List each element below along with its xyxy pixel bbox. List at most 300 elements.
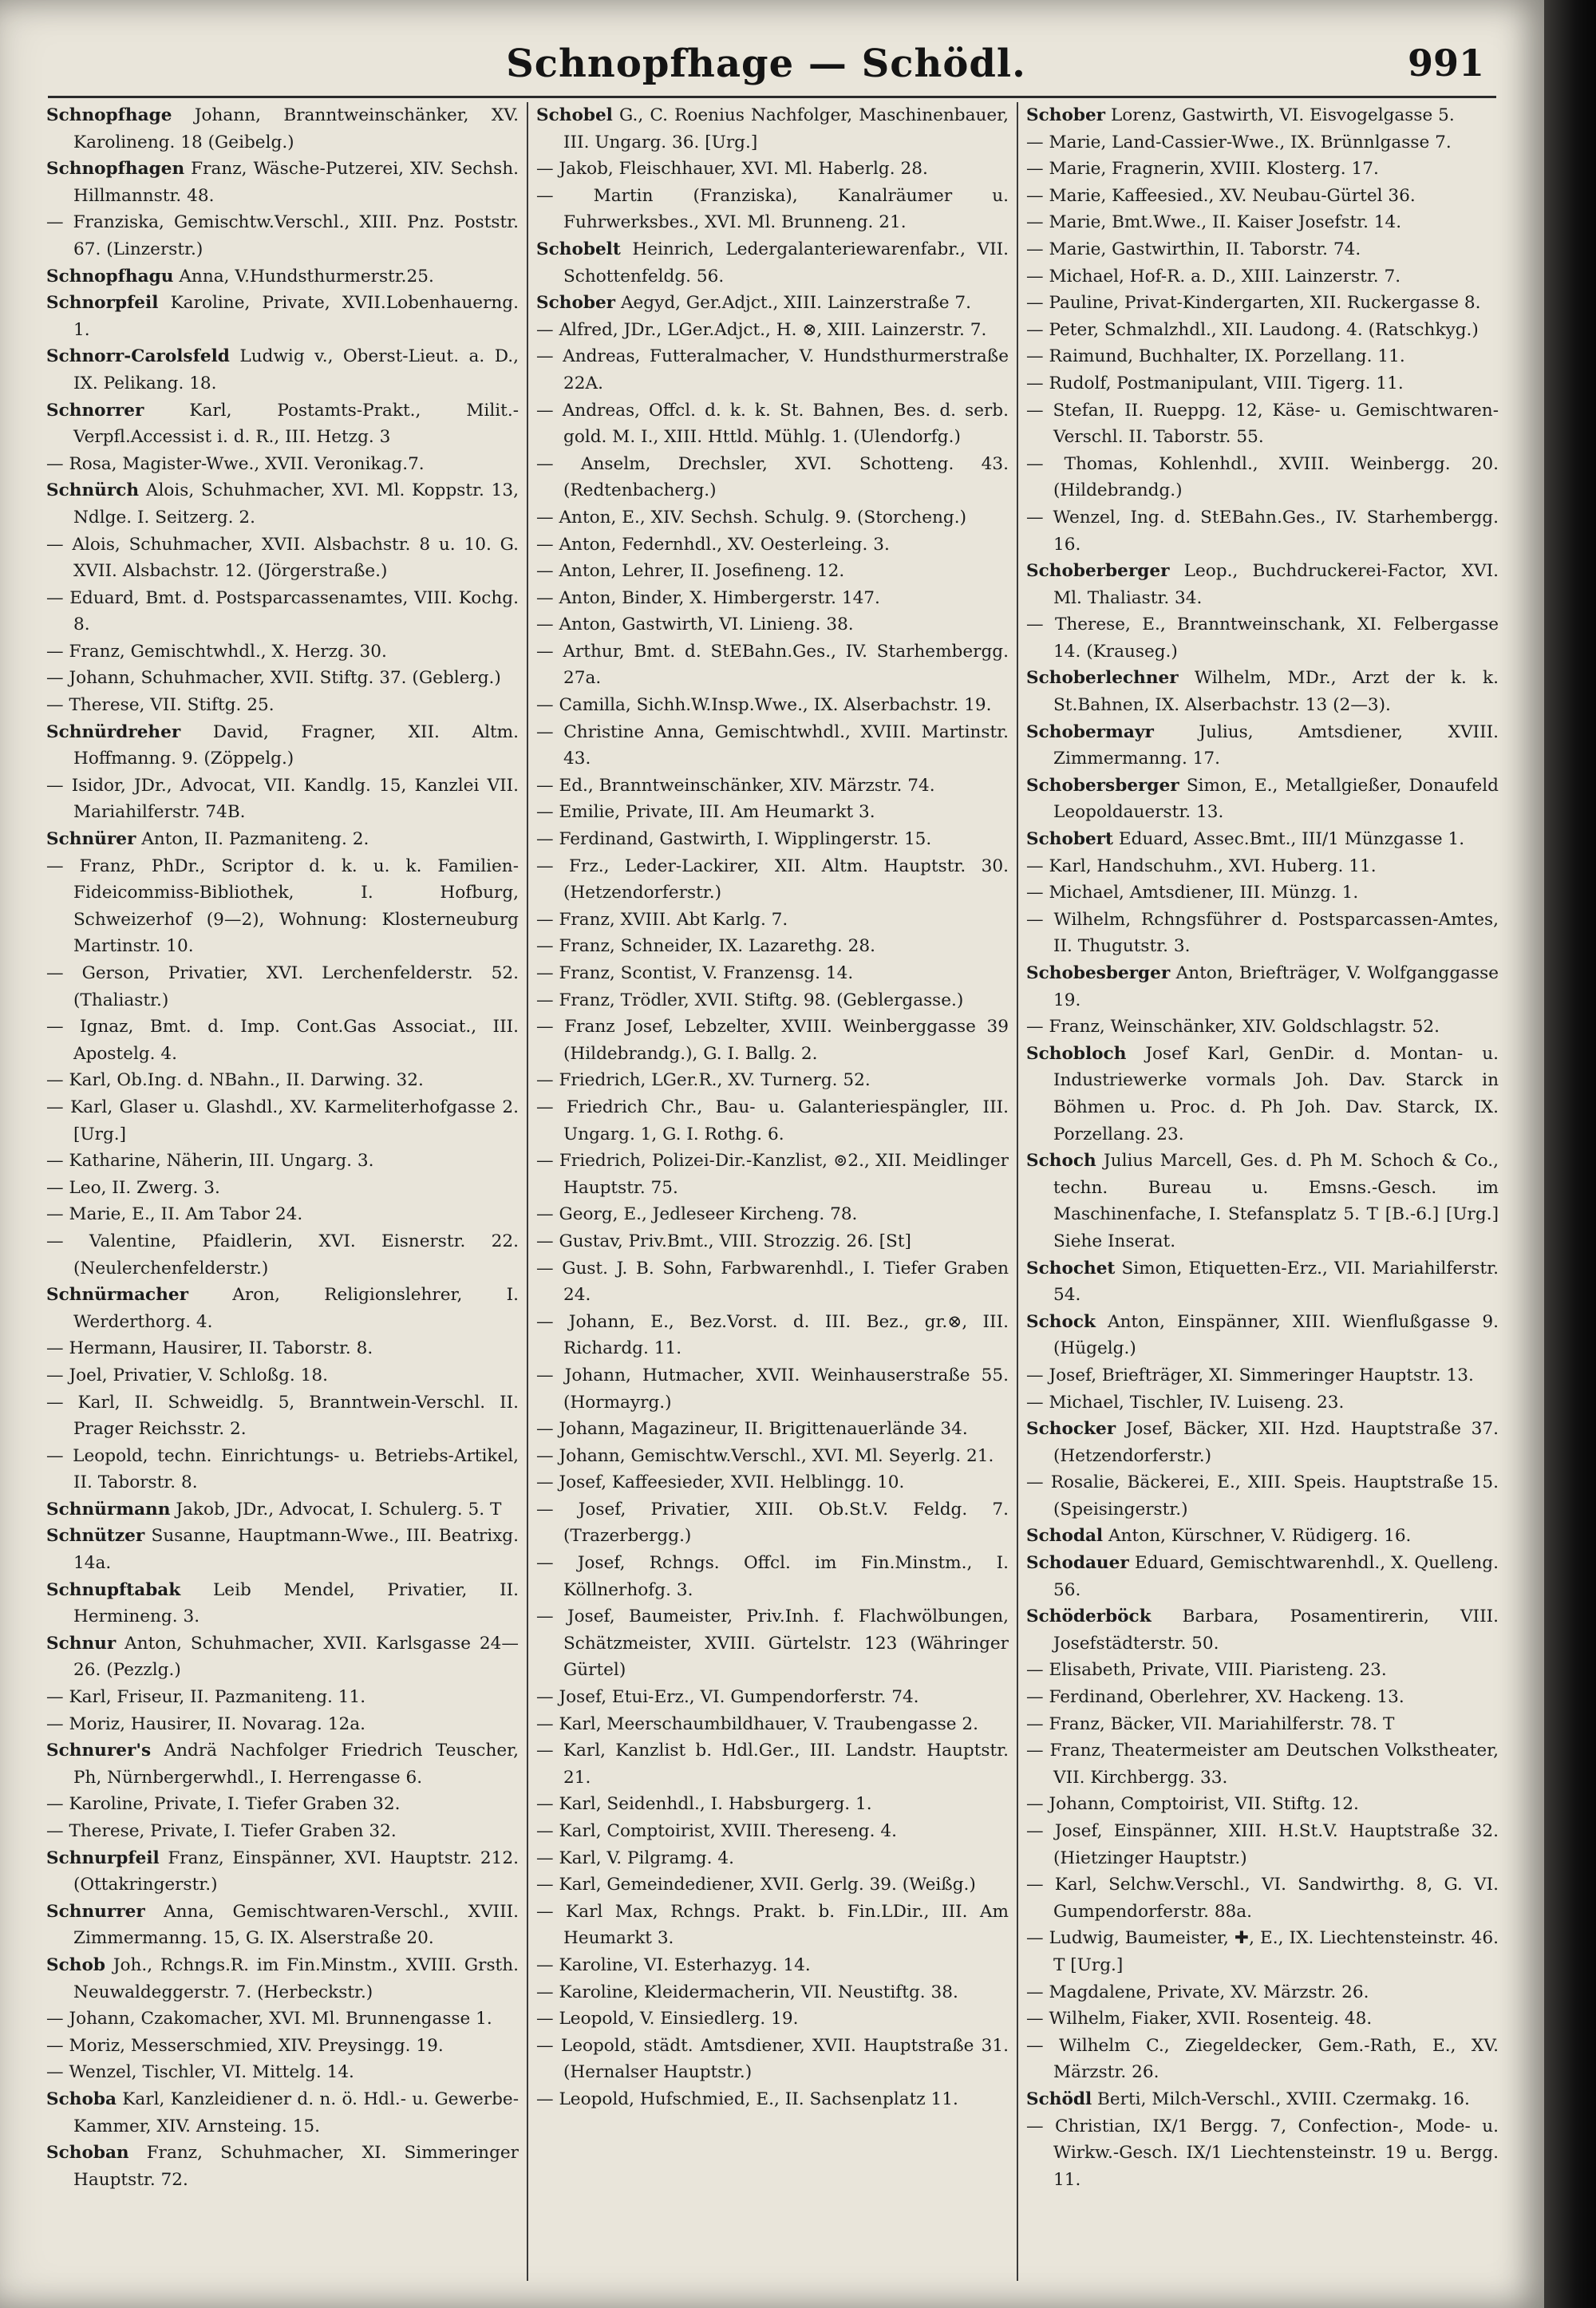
entry-details: — Leopold, Hufschmied, E., II. Sachsenplatz 11.: [536, 2089, 958, 2109]
entry-details: Simon, E., Metallgießer, Donaufeld Leopoldauerstr. 13.: [1053, 775, 1499, 823]
directory-entry: [536, 290, 1009, 317]
directory-entry: [1026, 343, 1499, 370]
entry-details: — Franz, XVIII. Abt Karlg. 7.: [536, 909, 788, 930]
entry-details: — Katharine, Näherin, III. Ungarg. 3.: [46, 1151, 374, 1172]
directory-entry: [46, 2033, 519, 2060]
directory-entry: [536, 1603, 1009, 1684]
directory-entry: [46, 719, 519, 773]
entry-details: — Franz, Theatermeister am Deutschen Volkstheater, VII. Kirchbergg. 33.: [1026, 1741, 1499, 1788]
entry-details: Simon, Etiquetten-Erz., VII. Mariahilferstr. 54.: [1053, 1258, 1499, 1306]
entry-details: — Anton, Binder, X. Himbergerstr. 147.: [536, 587, 880, 608]
entry-details: — Karl, V. Pilgramg. 4.: [536, 1848, 734, 1868]
entry-details: Aegyd, Ger.Adjct., XIII. Lainzerstraße 7.: [620, 293, 972, 314]
column-right: [1026, 102, 1499, 2289]
entry-surname: Schobersberger: [1026, 775, 1179, 796]
entry-details: — Christian, IX/1 Bergg. 7, Confection-, Mode- u. Wirkw.-Gesch. IX/1 Liechtensteinstr. 19 u. Bergg. 11.: [1026, 2116, 1499, 2190]
entry-details: — Friedrich Chr., Bau- u. Galanteriespängler, III. Ungarg. 1, G. I. Rothg. 6.: [536, 1097, 1009, 1144]
directory-entry: [536, 853, 1009, 907]
entry-details: — Moriz, Messerschmied, XIV. Preysingg. 19.: [46, 2035, 444, 2056]
entry-details: — Karoline, Kleidermacherin, VII. Neustiftg. 38.: [536, 1982, 958, 2002]
directory-entry: [1026, 1469, 1499, 1523]
directory-entry: [1026, 263, 1499, 290]
column-divider: [527, 102, 528, 2281]
directory-entry: [46, 451, 519, 478]
directory-entry: [536, 1550, 1009, 1603]
running-title: Schnopfhage — Schödl.: [506, 41, 1026, 86]
directory-entry: [46, 477, 519, 531]
directory-entry: [536, 960, 1009, 987]
entry-details: — Camilla, Sichh.W.Insp.Wwe., IX. Alserbachstr. 19.: [536, 695, 992, 716]
directory-entry: [1026, 1389, 1499, 1417]
directory-entry: [46, 1523, 519, 1576]
directory-entry: [46, 1443, 519, 1496]
entry-details: — Johann, Gemischtw.Verschl., XVI. Ml. Seyerlg. 21.: [536, 1445, 994, 1466]
directory-entry: [1026, 1255, 1499, 1309]
entry-surname: Schnopfhage: [46, 105, 172, 125]
entry-details: Franz, Wäsche-Putzerei, XIV. Sechsh. Hillmannstr. 48.: [73, 159, 519, 206]
directory-entry: [46, 2059, 519, 2086]
entry-details: — Franz, Gemischtwhdl., X. Herzg. 30.: [46, 641, 387, 662]
entry-details: — Rudolf, Postmanipulant, VIII. Tigerg. 11.: [1026, 373, 1404, 393]
directory-entry: [536, 1228, 1009, 1255]
directory-entry: [1026, 129, 1499, 156]
entry-details: — Andreas, Futteralmacher, V. Hundsthurmerstraße 22A.: [536, 346, 1009, 393]
entry-details: Ludwig v., Oberst-Lieut. a. D., IX. Pelikang. 18.: [73, 346, 519, 393]
directory-entry: [1026, 1523, 1499, 1550]
entry-surname: Schnürmann: [46, 1499, 171, 1520]
entry-details: — Franz, Weinschänker, XIV. Goldschlagstr. 52.: [1026, 1017, 1440, 1037]
directory-entry: [46, 2006, 519, 2033]
directory-entry: [46, 960, 519, 1014]
directory-entry: [1026, 1737, 1499, 1791]
entry-details: — Georg, E., Jedleseer Kircheng. 78.: [536, 1204, 858, 1225]
directory-entry: [536, 799, 1009, 826]
directory-entry: [46, 1335, 519, 1362]
entry-details: Heinrich, Ledergalanteriewarenfabr., VII. Schottenfeldg. 56.: [563, 239, 1009, 287]
directory-entry: [46, 1201, 519, 1228]
directory-entry: [1026, 1925, 1499, 1978]
directory-entry: [536, 558, 1009, 585]
entry-details: — Andreas, Offcl. d. k. k. St. Bahnen, Bes. d. serb. gold. M. I., XIII. Httld. Mühlg. 1. (Ulendorfg.): [536, 400, 1009, 448]
directory-entry: [536, 183, 1009, 236]
entry-surname: Schöderböck: [1026, 1607, 1152, 1627]
directory-entry: [1026, 1791, 1499, 1818]
entry-surname: Schobermayr: [1026, 721, 1154, 742]
entry-details: — Anton, Lehrer, II. Josefineng. 12.: [536, 561, 845, 582]
entry-details: Lorenz, Gastwirth, VI. Eisvogelgasse 5.: [1110, 105, 1455, 125]
entry-details: Alois, Schuhmacher, XVI. Ml. Koppstr. 13, Ndlge. I. Seitzerg. 2.: [73, 480, 519, 528]
entry-details: — Franz Josef, Lebzelter, XVIII. Weinberggasse 39 (Hildebrandg.), G. I. Ballg. 2.: [536, 1017, 1009, 1064]
entry-details: Barbara, Posamentirerin, VIII. Josefstädterstr. 50.: [1053, 1607, 1499, 1654]
entry-details: Anton, Briefträger, V. Wolfganggasse 19.: [1053, 963, 1499, 1010]
entry-details: — Karl, Glaser u. Glashdl., XV. Karmeliterhofgasse 2. [Urg.]: [46, 1097, 519, 1144]
directory-entry: [1026, 1550, 1499, 1603]
entry-details: — Marie, E., II. Am Tabor 24.: [46, 1204, 303, 1225]
entry-surname: Schnurer's: [46, 1741, 152, 1761]
directory-entry: [1026, 1603, 1499, 1657]
entry-details: Anton, Einspänner, XIII. Wienflußgasse 9. (Hügelg.): [1053, 1311, 1499, 1359]
entry-details: — Karl, Comptoirist, XVIII. Thereseng. 4.: [536, 1821, 897, 1841]
directory-entry: [1026, 2006, 1499, 2033]
entry-surname: Schnürer: [46, 829, 136, 850]
entry-details: — Alois, Schuhmacher, XVII. Alsbachstr. 8 u. 10. G. XVII. Alsbachstr. 12. (Jörgerstraße.): [46, 534, 519, 582]
directory-entry: [1026, 451, 1499, 504]
directory-entry: [1026, 102, 1499, 129]
entry-surname: Schobel: [536, 105, 613, 125]
column-divider: [1017, 102, 1018, 2281]
directory-entry: [536, 692, 1009, 719]
entry-details: — Johann, Hutmacher, XVII. Weinhauserstraße 55. (Hormayrg.): [536, 1365, 1009, 1413]
entry-details: Aron, Religionslehrer, I. Werderthorg. 4.: [73, 1285, 519, 1332]
directory-entry: [536, 1791, 1009, 1818]
directory-entry: [1026, 1871, 1499, 1925]
directory-entry: [536, 1362, 1009, 1416]
directory-entry: [1026, 370, 1499, 397]
directory-entry: [46, 638, 519, 666]
entry-details: — Leopold, städt. Amtsdiener, XVII. Hauptstraße 31. (Hernalser Hauptstr.): [536, 2035, 1009, 2083]
directory-entry: [536, 317, 1009, 344]
entry-surname: Schoch: [1026, 1151, 1096, 1172]
entry-details: Franz, Einspänner, XVI. Hauptstr. 212. (Ottakringerstr.): [73, 1848, 519, 1895]
directory-entry: [536, 987, 1009, 1014]
entry-details: — Wilhelm, Fiaker, XVII. Rosenteig. 48.: [1026, 2009, 1373, 2029]
entry-details: — Martin (Franziska), Kanalräumer u. Fuhrwerksbes., XVI. Ml. Brunneng. 21.: [536, 185, 1009, 233]
directory-entry: [46, 1496, 519, 1524]
entry-details: Eduard, Gemischtwarenhdl., X. Quelleng. 56.: [1053, 1553, 1499, 1600]
page-number: 991: [1407, 41, 1484, 85]
entry-surname: Schnupftabak: [46, 1579, 181, 1600]
directory-entry: [1026, 1041, 1499, 1148]
directory-entry: [536, 1496, 1009, 1550]
entry-details: — Gustav, Priv.Bmt., VIII. Strozzig. 26. [St]: [536, 1231, 911, 1251]
entry-details: — Josef, Privatier, XIII. Ob.St.V. Feldg. 7. (Trazerbergg.): [536, 1499, 1009, 1547]
entry-details: — Anton, Federnhdl., XV. Oesterleing. 3.: [536, 534, 890, 555]
entry-details: Anton, II. Pazmaniteng. 2.: [141, 829, 369, 850]
directory-entry: [46, 585, 519, 638]
entry-details: Leib Mendel, Privatier, II. Hermineng. 3.: [73, 1579, 519, 1627]
directory-entry: [46, 773, 519, 826]
entry-details: — Franz, Schneider, IX. Lazarethg. 28.: [536, 936, 875, 957]
directory-entry: [536, 638, 1009, 692]
entry-details: — Arthur, Bmt. d. StEBahn.Ges., IV. Starhembergg. 27a.: [536, 641, 1009, 689]
entry-details: — Karl Max, Rchngs. Prakt. b. Fin.LDir., III. Am Heumarkt 3.: [536, 1901, 1009, 1949]
entry-details: Karoline, Private, XVII.Lobenhauerng. 1.: [73, 293, 519, 340]
entry-surname: Schnurrer: [46, 1901, 145, 1922]
entry-details: — Johann, Schuhmacher, XVII. Stiftg. 37. (Geblerg.): [46, 668, 501, 689]
entry-details: Leop., Buchdruckerei-Factor, XVI. Ml. Thaliastr. 34.: [1053, 561, 1499, 608]
entry-details: — Wenzel, Tischler, VI. Mittelg. 14.: [46, 2062, 354, 2083]
directory-entry: [46, 532, 519, 585]
directory-entry: [46, 156, 519, 209]
entry-details: — Elisabeth, Private, VIII. Piaristeng. 23.: [1026, 1660, 1387, 1681]
entry-surname: Schobelt: [536, 239, 621, 259]
directory-entry: [536, 451, 1009, 504]
entry-details: — Karl, Gemeindediener, XVII. Gerlg. 39. (Weißg.): [536, 1875, 976, 1895]
entry-details: — Ignaz, Bmt. d. Imp. Cont.Gas Associat., III. Apostelg. 4.: [46, 1017, 519, 1064]
directory-entry: [536, 532, 1009, 559]
entry-surname: Schodal: [1026, 1526, 1104, 1547]
entry-details: — Karl, Handschuhm., XVI. Huberg. 11.: [1026, 856, 1377, 876]
entry-details: — Alfred, JDr., LGer.Adjct., H. ⊗, XIII. Lainzerstr. 7.: [536, 319, 987, 340]
directory-entry: [1026, 2086, 1499, 2113]
entry-details: — Wilhelm, Rchngsführer d. Postsparcassen-Amtes, II. Thugutstr. 3.: [1026, 909, 1499, 957]
directory-entry: [46, 1818, 519, 1845]
directory-entry: [536, 1711, 1009, 1738]
directory-entry: [46, 1175, 519, 1202]
entry-details: — Isidor, JDr., Advocat, VII. Kandlg. 15, Kanzlei VII. Mariahilferstr. 74B.: [46, 775, 519, 823]
directory-entry: [46, 1737, 519, 1791]
directory-entry: [536, 102, 1009, 156]
entry-details: — Gerson, Privatier, XVI. Lerchenfelderstr. 52. (Thaliastr.): [46, 963, 519, 1010]
directory-entry: [1026, 2033, 1499, 2086]
entry-details: Karl, Kanzleidiener d. n. ö. Hdl.- u. Gewerbe-Kammer, XIV. Arnsteing. 15.: [73, 2089, 519, 2136]
entry-details: — Karl, Selchw.Verschl., VI. Sandwirthg. 8, G. VI. Gumpendorferstr. 88a.: [1026, 1875, 1499, 1922]
entry-details: Eduard, Assec.Bmt., III/1 Münzgasse 1.: [1118, 829, 1465, 850]
directory-entry: [536, 1443, 1009, 1470]
directory-entry: [1026, 665, 1499, 718]
directory-entry: [46, 826, 519, 853]
directory-entry: [46, 1711, 519, 1738]
entry-surname: Schodauer: [1026, 1553, 1129, 1574]
directory-entry: [46, 1952, 519, 2006]
directory-entry: [536, 1899, 1009, 1952]
entry-surname: Schnurpfeil: [46, 1848, 160, 1868]
entry-details: — Friedrich, LGer.R., XV. Turnerg. 52.: [536, 1070, 871, 1091]
entry-details: — Therese, E., Branntweinschank, XI. Felbergasse 14. (Krauseg.): [1026, 615, 1499, 662]
entry-details: — Hermann, Hausirer, II. Taborstr. 8.: [46, 1338, 373, 1359]
entry-details: — Therese, VII. Stiftg. 25.: [46, 695, 275, 716]
entry-surname: Schnorr-Carolsfeld: [46, 346, 230, 367]
directory-entry: [536, 1684, 1009, 1711]
entry-details: — Ferdinand, Gastwirth, I. Wipplingerstr. 15.: [536, 829, 932, 850]
entry-surname: Schnützer: [46, 1526, 145, 1547]
entry-surname: Schober: [1026, 105, 1106, 125]
entry-details: Berti, Milch-Verschl., XVIII. Czermakg. 16.: [1097, 2089, 1470, 2109]
entry-surname: Schoberlechner: [1026, 668, 1179, 689]
directory-entry: [536, 504, 1009, 532]
entry-details: — Michael, Hof-R. a. D., XIII. Lainzerstr. 7.: [1026, 266, 1401, 287]
entry-details: Andrä Nachfolger Friedrich Teuscher, Ph, Nürnbergerwhdl., I. Herrengasse 6.: [73, 1741, 519, 1788]
entry-surname: Schnürch: [46, 480, 140, 501]
entry-details: — Josef, Briefträger, XI. Simmeringer Hauptstr. 13.: [1026, 1365, 1474, 1385]
entry-details: Anton, Schuhmacher, XVII. Karlsgasse 24—26. (Pezzlg.): [73, 1633, 519, 1681]
entry-details: — Anton, Gastwirth, VI. Linieng. 38.: [536, 615, 854, 635]
entry-details: — Christine Anna, Gemischtwhdl., XVIII. Martinstr. 43.: [536, 721, 1009, 769]
book-gutter-edge: [1544, 0, 1596, 2308]
directory-entry: [46, 1228, 519, 1282]
entry-details: Johann, Branntweinschänker, XV. Karolineng. 18 (Geibelg.): [73, 105, 519, 152]
entry-surname: Schobesberger: [1026, 963, 1171, 983]
entry-surname: Schnorrer: [46, 400, 144, 421]
entry-surname: Schoberberger: [1026, 561, 1170, 582]
entry-details: — Rosalie, Bäckerei, E., XIII. Speis. Hauptstraße 15. (Speisingerstr.): [1026, 1472, 1499, 1520]
directory-entry: [536, 1094, 1009, 1148]
entry-surname: Schoban: [46, 2143, 129, 2164]
entry-details: — Magdalene, Private, XV. Märzstr. 26.: [1026, 1982, 1369, 2002]
directory-entry: [536, 236, 1009, 290]
directory-entry: [1026, 960, 1499, 1014]
entry-details: Franz, Schuhmacher, XI. Simmeringer Hauptstr. 72.: [73, 2143, 519, 2190]
entry-details: Susanne, Hauptmann-Wwe., III. Beatrixg. 14a.: [73, 1526, 519, 1574]
directory-entry: [536, 1469, 1009, 1496]
entry-surname: Schnürdreher: [46, 721, 181, 742]
entry-surname: Schob: [46, 1954, 105, 1975]
entry-details: — Leo, II. Zwerg. 3.: [46, 1177, 220, 1198]
entry-details: — Marie, Fragnerin, XVIII. Klosterg. 17.: [1026, 159, 1379, 180]
entry-details: — Joel, Privatier, V. Schloßg. 18.: [46, 1365, 328, 1385]
column-middle: [536, 102, 1009, 2289]
entry-details: — Franz, Bäcker, VII. Mariahilferstr. 78. T: [1026, 1713, 1395, 1734]
entry-details: — Pauline, Privat-Kindergarten, XII. Ruckergasse 8.: [1026, 293, 1481, 314]
entry-details: — Eduard, Bmt. d. Postsparcassenamtes, VIII. Kochg. 8.: [46, 587, 519, 635]
directory-entry: [536, 1952, 1009, 1979]
directory-entry: [1026, 1014, 1499, 1041]
entry-details: — Therese, Private, I. Tiefer Graben 32.: [46, 1821, 397, 1841]
entry-surname: Schnorpfeil: [46, 293, 159, 314]
entry-details: Julius, Amtsdiener, XVIII. Zimmermanng. 17.: [1053, 721, 1499, 769]
entry-surname: Schnürmacher: [46, 1285, 189, 1306]
directory-entry: [46, 853, 519, 960]
entry-details: David, Fragner, XII. Altm. Hoffmanng. 9. (Zöppelg.): [73, 721, 519, 769]
columns-container: [46, 102, 1499, 2289]
entry-details: — Franz, PhDr., Scriptor d. k. u. k. Familien-Fideicommiss-Bibliothek, I. Hofburg, Schweizerhof (9—2), Wohnung: Klosterneuburg Martinstr. 10.: [46, 856, 519, 957]
entry-details: — Josef, Rchngs. Offcl. im Fin.Minstm., I. Köllnerhofg. 3.: [536, 1553, 1009, 1600]
directory-entry: [536, 1818, 1009, 1845]
directory-entry: [536, 1067, 1009, 1094]
entry-details: Josef, Bäcker, XII. Hzd. Hauptstraße 37. (Hetzendorferstr.): [1053, 1419, 1499, 1466]
directory-entry: [46, 2140, 519, 2193]
directory-entry: [536, 156, 1009, 183]
entry-details: — Ludwig, Baumeister, ✚, E., IX. Liechtensteinstr. 46. T [Urg.]: [1026, 1928, 1499, 1975]
directory-entry: [46, 290, 519, 343]
entry-surname: Schocker: [1026, 1419, 1116, 1440]
directory-entry: [536, 1309, 1009, 1362]
directory-entry: [46, 1362, 519, 1389]
directory-entry: [46, 1899, 519, 1952]
entry-details: Anton, Kürschner, V. Rüdigerg. 16.: [1108, 1526, 1412, 1547]
directory-entry: [1026, 773, 1499, 826]
directory-entry: [1026, 1148, 1499, 1255]
entry-surname: Schoba: [46, 2089, 117, 2109]
entry-surname: Schobert: [1026, 829, 1114, 850]
entry-details: — Marie, Land-Cassier-Wwe., IX. Brünnlgasse 7.: [1026, 132, 1452, 152]
directory-entry: [1026, 1416, 1499, 1469]
directory-entry: [536, 826, 1009, 853]
entry-details: — Ed., Branntweinschänker, XIV. Märzstr. 74.: [536, 775, 935, 796]
directory-entry: [46, 1067, 519, 1094]
entry-details: — Karl, Friseur, II. Pazmaniteng. 11.: [46, 1687, 366, 1708]
entry-details: — Valentine, Pfaidlerin, XVI. Eisnerstr. 22. (Neulerchenfelderstr.): [46, 1231, 519, 1278]
directory-entry: [1026, 504, 1499, 558]
entry-details: — Johann, Czakomacher, XVI. Ml. Brunnengasse 1.: [46, 2009, 492, 2029]
directory-entry: [46, 665, 519, 692]
directory-entry: [1026, 209, 1499, 236]
entry-details: Jakob, JDr., Advocat, I. Schulerg. 5. T: [176, 1499, 502, 1520]
entry-details: — Frz., Leder-Lackirer, XII. Altm. Hauptstr. 30. (Hetzendorferstr.): [536, 856, 1009, 903]
directory-entry: [46, 1094, 519, 1148]
entry-details: — Franziska, Gemischtw.Verschl., XIII. Pnz. Poststr. 67. (Linzerstr.): [46, 212, 519, 259]
directory-entry: [1026, 1979, 1499, 2006]
entry-details: — Karl, Kanzlist b. Hdl.Ger., III. Landstr. Hauptstr. 21.: [536, 1741, 1009, 1788]
directory-entry: [536, 907, 1009, 934]
directory-entry: [46, 1791, 519, 1818]
column-left: [46, 102, 519, 2289]
entry-surname: Schödl: [1026, 2089, 1092, 2109]
entry-details: — Michael, Tischler, IV. Luiseng. 23.: [1026, 1392, 1345, 1413]
entry-details: — Anton, E., XIV. Sechsh. Schulg. 9. (Storcheng.): [536, 507, 967, 528]
directory-entry: [46, 1577, 519, 1630]
entry-surname: Schnur: [46, 1633, 117, 1654]
entry-details: — Marie, Bmt.Wwe., II. Kaiser Josefstr. 14.: [1026, 212, 1402, 233]
entry-details: — Josef, Einspänner, XIII. H.St.V. Hauptstraße 32. (Hietzinger Hauptstr.): [1026, 1821, 1499, 1868]
entry-details: — Stefan, II. Rueppg. 12, Käse- u. Gemischtwaren-Verschl. II. Taborstr. 55.: [1026, 400, 1499, 448]
directory-entry: [46, 1684, 519, 1711]
directory-entry: [536, 1871, 1009, 1899]
entry-details: — Franz, Trödler, XVII. Stiftg. 98. (Geblergasse.): [536, 990, 964, 1010]
directory-entry: [536, 933, 1009, 960]
directory-entry: [46, 1389, 519, 1443]
directory-entry: [536, 1255, 1009, 1309]
directory-entry: [1026, 879, 1499, 907]
directory-entry: [1026, 183, 1499, 210]
directory-entry: [536, 1014, 1009, 1067]
entry-details: — Leopold, V. Einsiedlerg. 19.: [536, 2009, 799, 2029]
entry-details: — Leopold, techn. Einrichtungs- u. Betriebs-Artikel, II. Taborstr. 8.: [46, 1445, 519, 1493]
directory-entry: [536, 1979, 1009, 2006]
entry-details: — Wenzel, Ing. d. StEBahn.Ges., IV. Starhembergg. 16.: [1026, 507, 1499, 555]
entry-details: — Emilie, Private, III. Am Heumarkt 3.: [536, 802, 875, 823]
directory-entry: [1026, 1362, 1499, 1389]
directory-entry: [1026, 719, 1499, 773]
directory-entry: [536, 1201, 1009, 1228]
entry-details: — Karl, II. Schweidlg. 5, Branntwein-Verschl. II. Prager Reichsstr. 2.: [46, 1392, 519, 1440]
directory-entry: [536, 343, 1009, 397]
entry-details: G., C. Roenius Nachfolger, Maschinenbauer, III. Ungarg. 36. [Urg.]: [563, 105, 1009, 152]
directory-entry: [1026, 907, 1499, 960]
page-header: [48, 38, 1484, 94]
entry-details: — Moriz, Hausirer, II. Novarag. 12a.: [46, 1713, 366, 1734]
entry-details: — Marie, Gastwirthin, II. Taborstr. 74.: [1026, 239, 1361, 259]
entry-details: — Karl, Ob.Ing. d. NBahn., II. Darwing. 32.: [46, 1070, 424, 1091]
entry-details: — Raimund, Buchhalter, IX. Porzellang. 11.: [1026, 346, 1405, 367]
entry-details: Joh., Rchngs.R. im Fin.Minstm., XVIII. Grsth. Neuwaldeggerstr. 7. (Herbeckstr.): [73, 1954, 519, 2002]
directory-entry: [1026, 236, 1499, 263]
directory-entry: [536, 611, 1009, 638]
entry-details: Karl, Postamts-Prakt., Milit.-Verpfl.Accessist i. d. R., III. Hetzg. 3: [73, 400, 519, 448]
entry-details: — Franz, Scontist, V. Franzensg. 14.: [536, 963, 854, 983]
directory-entry: [46, 1014, 519, 1067]
directory-entry: [1026, 1657, 1499, 1684]
directory-entry: [536, 2086, 1009, 2113]
directory-entry: [46, 263, 519, 290]
entry-surname: Schober: [536, 293, 616, 314]
directory-entry: [1026, 611, 1499, 665]
directory-entry: [46, 1282, 519, 1335]
entry-details: Josef Karl, GenDir. d. Montan- u. Industriewerke vormals Joh. Dav. Starck in Böhmen u. Proc. d. Ph Joh. Dav. Starck, IX. Porzellang. 23.: [1053, 1043, 1499, 1144]
directory-entry: [536, 773, 1009, 800]
directory-entry: [46, 102, 519, 156]
entry-details: — Wilhelm C., Ziegeldecker, Gem.-Rath, E., XV. Märzstr. 26.: [1026, 2035, 1499, 2083]
directory-entry: [1026, 558, 1499, 611]
entry-details: — Johann, Magazineur, II. Brigittenauerlände 34.: [536, 1419, 968, 1440]
entry-details: — Michael, Amtsdiener, III. Münzg. 1.: [1026, 883, 1359, 903]
entry-details: — Gust. J. B. Sohn, Farbwarenhdl., I. Tiefer Graben 24.: [536, 1258, 1009, 1306]
entry-details: — Karl, Meerschaumbildhauer, V. Traubengasse 2.: [536, 1713, 979, 1734]
entry-details: — Ferdinand, Oberlehrer, XV. Hackeng. 13.: [1026, 1687, 1404, 1708]
directory-entry: [1026, 1818, 1499, 1871]
directory-entry: [1026, 1309, 1499, 1362]
directory-entry: [1026, 156, 1499, 183]
